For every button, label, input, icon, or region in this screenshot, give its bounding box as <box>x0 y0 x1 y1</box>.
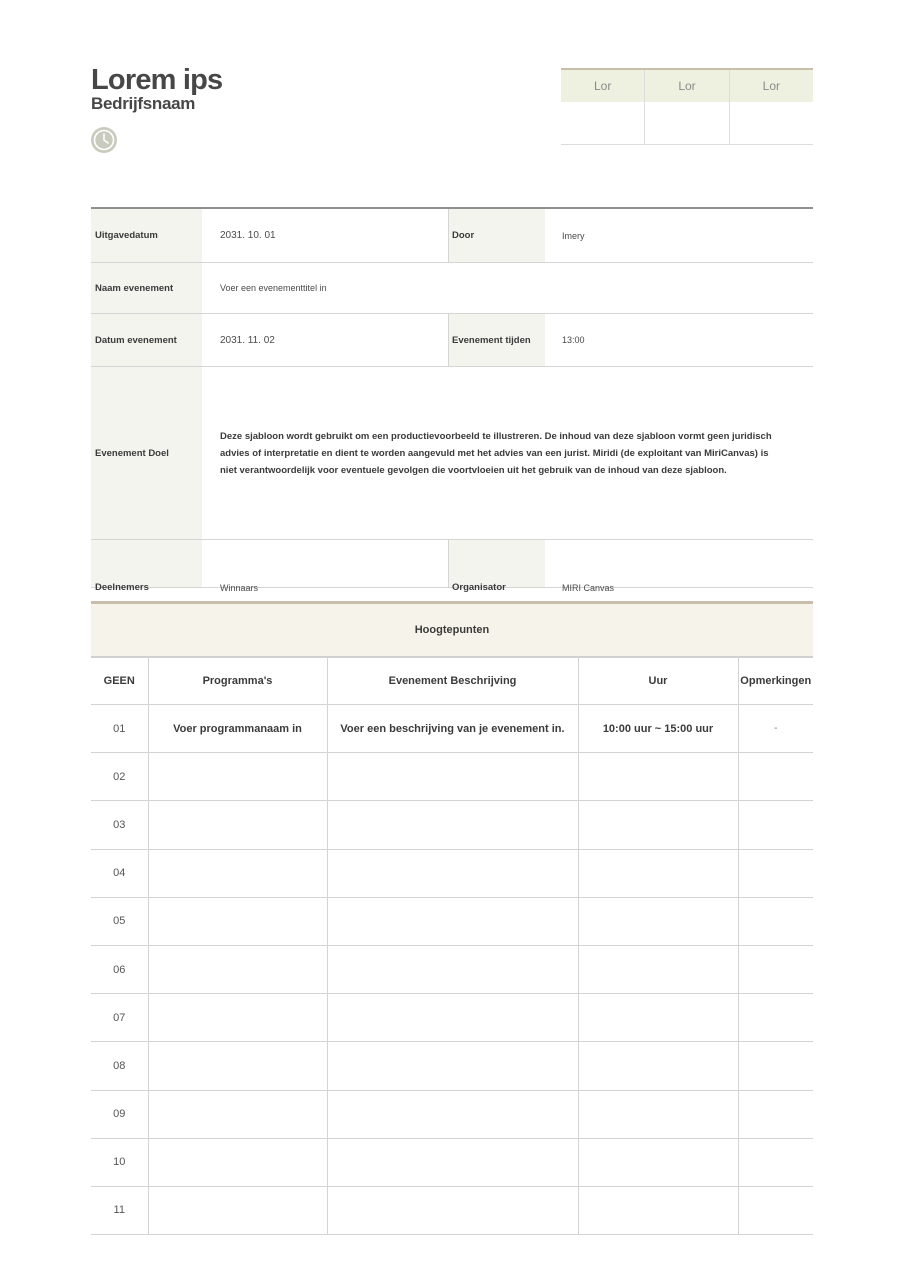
program-cell[interactable] <box>148 1042 327 1090</box>
program-cell[interactable] <box>148 849 327 897</box>
info-row-issue <box>91 209 813 263</box>
table-row <box>91 1186 813 1234</box>
remarks-cell[interactable] <box>738 753 813 801</box>
table-row <box>91 1042 813 1090</box>
remarks-cell[interactable] <box>738 1138 813 1186</box>
hour-cell[interactable] <box>578 1186 738 1234</box>
program-cell[interactable] <box>148 994 327 1042</box>
approval-header: Lor <box>730 70 813 102</box>
program-cell[interactable] <box>148 1138 327 1186</box>
table-row <box>91 1090 813 1138</box>
program-cell[interactable] <box>148 753 327 801</box>
row-number: 10 <box>91 1138 148 1186</box>
hour-cell[interactable] <box>578 994 738 1042</box>
row-number: 07 <box>91 994 148 1042</box>
highlights-section <box>91 601 813 1235</box>
info-row-date <box>91 314 813 367</box>
hour-cell[interactable] <box>578 1090 738 1138</box>
purpose-label: Evenement Doel <box>91 367 202 539</box>
organizer-value-text: MIRI Canvas <box>562 583 615 593</box>
event-date-label: Datum evenement <box>91 314 202 366</box>
event-date-value[interactable]: 2031. 11. 02 <box>220 334 275 346</box>
by-label: Door <box>448 209 545 262</box>
description-cell[interactable] <box>327 1186 578 1234</box>
remarks-cell[interactable]: - <box>738 705 813 753</box>
table-row <box>91 849 813 897</box>
remarks-cell[interactable] <box>738 801 813 849</box>
row-number: 04 <box>91 849 148 897</box>
program-cell[interactable] <box>148 897 327 945</box>
participants-value[interactable] <box>202 540 448 593</box>
table-row <box>91 945 813 993</box>
program-cell[interactable] <box>148 801 327 849</box>
description-cell[interactable] <box>327 945 578 993</box>
row-number: 08 <box>91 1042 148 1090</box>
approval-box <box>561 68 813 145</box>
clock-icon <box>90 126 118 154</box>
event-time-label: Evenement tijden <box>448 314 545 366</box>
program-cell[interactable] <box>148 945 327 993</box>
remarks-cell[interactable] <box>738 897 813 945</box>
description-cell[interactable] <box>327 1090 578 1138</box>
hour-cell[interactable] <box>578 753 738 801</box>
column-header-programs: Programma's <box>148 658 327 705</box>
remarks-cell[interactable] <box>738 849 813 897</box>
highlights-header-row <box>91 658 813 705</box>
highlights-body <box>91 705 813 1235</box>
remarks-cell[interactable] <box>738 994 813 1042</box>
table-row <box>91 1138 813 1186</box>
description-cell[interactable] <box>327 897 578 945</box>
row-number: 05 <box>91 897 148 945</box>
hour-cell[interactable]: 10:00 uur ~ 15:00 uur <box>578 705 738 753</box>
document-title: Lorem ips <box>91 64 223 96</box>
program-cell[interactable]: Voer programmanaam in <box>148 705 327 753</box>
info-row-name <box>91 263 813 314</box>
by-value[interactable]: Imery <box>562 230 585 241</box>
participants-value-text: Winnaars <box>220 583 259 593</box>
hour-cell[interactable] <box>578 1138 738 1186</box>
event-name-label: Naam evenement <box>91 263 202 313</box>
row-number: 02 <box>91 753 148 801</box>
hour-cell[interactable] <box>578 801 738 849</box>
organizer-label-text: Organisator <box>452 582 506 593</box>
event-info-table <box>91 207 813 593</box>
column-header-no: GEEN <box>91 658 148 705</box>
remarks-cell[interactable] <box>738 945 813 993</box>
hour-cell[interactable] <box>578 897 738 945</box>
description-cell[interactable] <box>327 849 578 897</box>
program-cell[interactable] <box>148 1186 327 1234</box>
row-number: 11 <box>91 1186 148 1234</box>
table-row <box>91 897 813 945</box>
column-header-description: Evenement Beschrijving <box>327 658 578 705</box>
remarks-cell[interactable] <box>738 1042 813 1090</box>
description-cell[interactable] <box>327 1042 578 1090</box>
row-number: 09 <box>91 1090 148 1138</box>
approval-column <box>645 70 729 144</box>
description-cell[interactable] <box>327 753 578 801</box>
info-row-purpose <box>91 367 813 540</box>
table-row <box>91 994 813 1042</box>
approval-sign-area[interactable] <box>645 102 728 144</box>
description-cell[interactable] <box>327 994 578 1042</box>
approval-header: Lor <box>561 70 644 102</box>
remarks-cell[interactable] <box>738 1186 813 1234</box>
hour-cell[interactable] <box>578 945 738 993</box>
event-name-value[interactable]: Voer een evenementtitel in <box>220 283 327 293</box>
organizer-label <box>448 540 545 593</box>
issue-date-label: Uitgavedatum <box>91 209 202 262</box>
remarks-cell[interactable] <box>738 1090 813 1138</box>
approval-column <box>561 70 645 144</box>
approval-column <box>730 70 813 144</box>
company-name: Bedrijfsnaam <box>91 94 196 113</box>
participants-label <box>91 540 202 593</box>
table-row <box>91 705 813 753</box>
description-cell[interactable] <box>327 1138 578 1186</box>
description-cell[interactable] <box>327 801 578 849</box>
program-cell[interactable] <box>148 1090 327 1138</box>
participants-label-text: Deelnemers <box>95 582 149 593</box>
row-number: 03 <box>91 801 148 849</box>
info-row-participants <box>91 540 813 593</box>
highlights-table <box>91 657 813 1235</box>
hour-cell[interactable] <box>578 849 738 897</box>
issue-date-value[interactable]: 2031. 10. 01 <box>220 230 276 241</box>
row-number: 06 <box>91 945 148 993</box>
hour-cell[interactable] <box>578 1042 738 1090</box>
highlights-title: Hoogtepunten <box>91 604 813 657</box>
organizer-value[interactable] <box>545 540 813 593</box>
purpose-value[interactable]: Deze sjabloon wordt gebruikt om een productievoorbeeld te illustreren. De inhoud van deze sjabloon vormt geen juridisch advies of interpretatie en dient te worden aangevuld met het advies van een jurist. Miridi (de exploitant van MiriCanvas) is niet verantwoordelijk voor eventuele gevolgen die voortvloeien uit het gebruik van de inhoud van deze sjabloon. <box>220 430 772 476</box>
approval-sign-area[interactable] <box>730 102 813 144</box>
event-time-value[interactable]: 13:00 <box>562 335 585 345</box>
approval-header: Lor <box>645 70 728 102</box>
approval-sign-area[interactable] <box>561 102 644 144</box>
table-row <box>91 753 813 801</box>
table-row <box>91 801 813 849</box>
row-number: 01 <box>91 705 148 753</box>
description-cell[interactable]: Voer een beschrijving van je evenement in. <box>327 705 578 753</box>
column-header-hour: Uur <box>578 658 738 705</box>
column-header-remarks: Opmerkingen <box>738 658 813 705</box>
